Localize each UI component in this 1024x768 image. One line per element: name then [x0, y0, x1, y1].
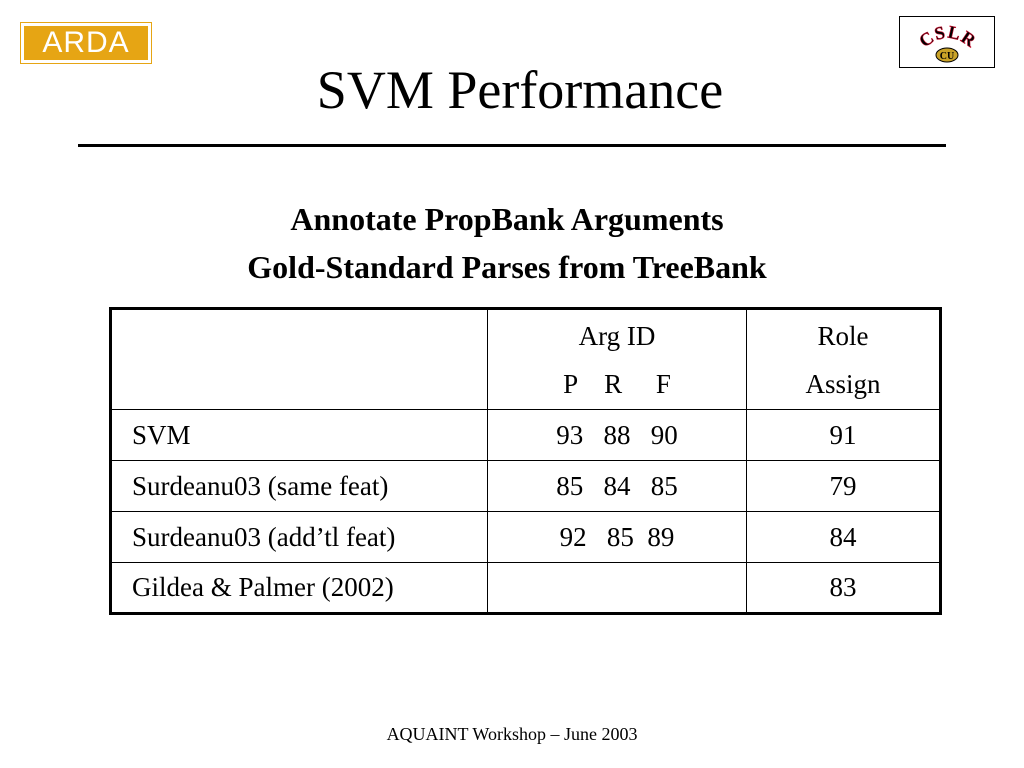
prf-cell: 85 84 85 — [488, 461, 747, 512]
role-cell: 84 — [747, 512, 941, 563]
role-cell: 79 — [747, 461, 941, 512]
system-cell: Surdeanu03 (add’tl feat) — [111, 512, 488, 563]
header-argid: Arg ID — [578, 320, 656, 351]
slide-title: SVM Performance — [316, 60, 724, 120]
role-cell: 91 — [747, 410, 941, 461]
header-prf: P R F — [563, 368, 671, 399]
header-empty-cell — [111, 309, 488, 410]
arda-logo-text: ARDA — [42, 26, 130, 59]
table-row — [111, 461, 941, 512]
system-cell: Gildea & Palmer (2002) — [111, 563, 488, 614]
cu-badge-text: CU — [939, 51, 955, 62]
system-cell: SVM — [111, 410, 488, 461]
header-argid-cell — [488, 309, 747, 410]
prf-cell: 93 88 90 — [488, 410, 747, 461]
footer-text: AQUAINT Workshop – June 2003 — [386, 724, 638, 744]
results-table — [109, 307, 942, 615]
title-divider — [78, 144, 946, 147]
prf-cell: 92 85 89 — [488, 512, 747, 563]
table-row — [111, 563, 941, 614]
prf-cell — [488, 563, 747, 614]
table-header-row — [111, 309, 941, 410]
header-role-line2: Assign — [805, 368, 881, 399]
header-role-line1: Role — [817, 320, 869, 351]
table-row — [111, 512, 941, 563]
cslr-logo-text: CSLR — [915, 21, 981, 52]
subtitle-line-2: Gold-Standard Parses from TreeBank — [247, 249, 767, 285]
header-role-cell — [747, 309, 941, 410]
role-cell: 83 — [747, 563, 941, 614]
system-cell: Surdeanu03 (same feat) — [111, 461, 488, 512]
subtitle-line-1: Annotate PropBank Arguments — [290, 201, 724, 237]
table-row — [111, 410, 941, 461]
svg-text:CSLR — [915, 22, 980, 52]
